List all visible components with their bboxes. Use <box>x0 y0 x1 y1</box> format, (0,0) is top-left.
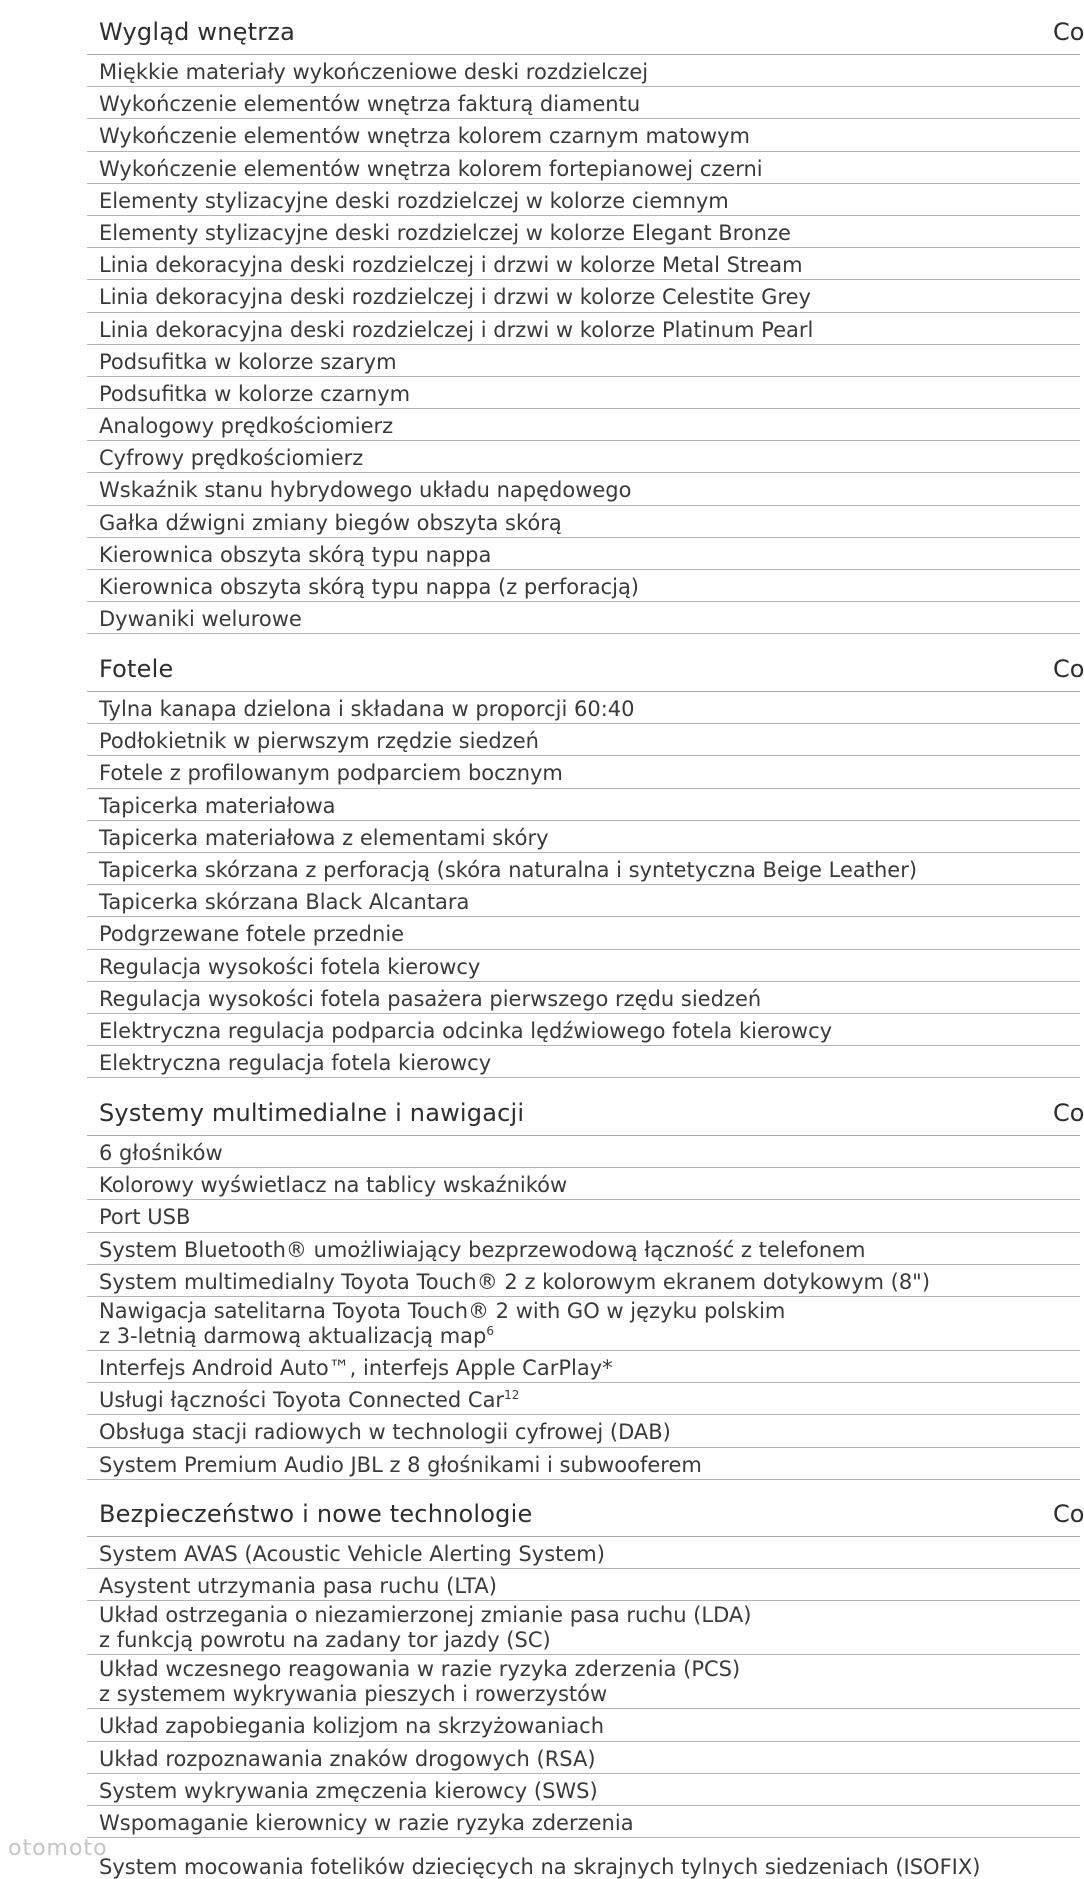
row-text: Kolorowy wyświetlacz na tablicy wskaźników <box>99 1173 568 1198</box>
table-row <box>87 756 1080 788</box>
section-multimedia <box>87 1081 1084 1480</box>
row-text: Układ zapobiegania kolizjom na skrzyżowaniach <box>99 1714 605 1739</box>
row-text: Tapicerka materiałowa z elementami skóry <box>99 825 549 850</box>
row-text: Wykończenie elementów wnętrza kolorem fortepianowej czerni <box>99 156 763 181</box>
row-text: Asystent utrzymania pasa ruchu (LTA) <box>99 1574 497 1599</box>
section-title: Fotele <box>99 655 174 683</box>
table-row <box>87 853 1080 885</box>
footnote-marker: 12 <box>504 1388 520 1403</box>
table-row <box>87 950 1080 982</box>
row-text: Port USB <box>99 1205 191 1230</box>
table-row <box>87 1233 1080 1265</box>
row-text: Kierownica obszyta skórą typu nappa <box>99 542 492 567</box>
footnote-marker: 6 <box>486 1323 495 1338</box>
table-row <box>87 1014 1080 1046</box>
table-row <box>87 441 1080 473</box>
row-text: Tapicerka materiałowa <box>99 793 336 818</box>
row-text: Elementy stylizacyjne deski rozdzielczej w kolorze ciemnym <box>99 188 729 213</box>
row-text: Linia dekoracyjna deski rozdzielczej i drzwi w kolorze Metal Stream <box>99 253 803 278</box>
table-row <box>87 473 1080 505</box>
row-text: Podgrzewane fotele przednie <box>99 922 405 947</box>
section-header <box>87 1081 1084 1136</box>
row-text: System Bluetooth® umożliwiający bezprzewodową łączność z telefonem <box>99 1237 866 1262</box>
table-row <box>87 1200 1080 1232</box>
section-header <box>87 0 1084 55</box>
table-row <box>87 1297 1080 1351</box>
table-row <box>87 55 1080 87</box>
table-row <box>87 184 1080 216</box>
row-text-line1: Układ ostrzegania o niezamierzonej zmianie pasa ruchu (LDA) <box>99 1603 752 1628</box>
table-row <box>87 1046 1080 1078</box>
row-text: Tapicerka skórzana z perforacją (skóra naturalna i syntetyczna Beige Leather) <box>99 857 918 882</box>
section-header <box>87 1482 1084 1537</box>
section-title: Bezpieczeństwo i nowe technologie <box>99 1500 533 1528</box>
row-text: System wykrywania zmęczenia kierowcy (SWS) <box>99 1778 598 1803</box>
row-text: System Premium Audio JBL z 8 głośnikami i subwooferem <box>99 1452 702 1477</box>
table-row <box>87 506 1080 538</box>
row-text: System multimedialny Toyota Touch® 2 z kolorowym ekranem dotykowym (8") <box>99 1269 931 1294</box>
row-text: Kierownica obszyta skórą typu nappa (z perforacją) <box>99 575 640 599</box>
row-text: Wykończenie elementów wnętrza kolorem czarnym matowym <box>99 124 750 149</box>
column-header: Co <box>1053 1099 1084 1127</box>
table-row <box>87 821 1080 853</box>
row-text: Linia dekoracyjna deski rozdzielczej i drzwi w kolorze Platinum Pearl <box>99 317 814 342</box>
row-text-line2: z funkcją powrotu na zadany tor jazdy (SC) <box>99 1628 551 1653</box>
table-row <box>87 1742 1080 1774</box>
table-row <box>87 885 1080 917</box>
row-text: Wskaźnik stanu hybrydowego układu napędowego <box>99 478 632 503</box>
row-text: Wspomaganie kierownicy w razie ryzyka zderzenia <box>99 1810 634 1835</box>
section-title: Systemy multimedialne i nawigacji <box>99 1099 525 1127</box>
section-seats <box>87 637 1084 1078</box>
row-text: Usługi łączności Toyota Connected Car <box>99 1388 505 1413</box>
row-text: Miękkie materiały wykończeniowe deski rozdzielczej <box>99 60 649 84</box>
table-row <box>87 982 1080 1014</box>
section-header <box>87 637 1084 692</box>
table-row <box>87 1265 1080 1297</box>
row-text: Linia dekoracyjna deski rozdzielczej i drzwi w kolorze Celestite Grey <box>99 285 811 310</box>
row-text: Elementy stylizacyjne deski rozdzielczej w kolorze Elegant Bronze <box>99 220 791 245</box>
table-row <box>87 119 1080 151</box>
row-text: Analogowy prędkościomierz <box>99 414 394 439</box>
table-row <box>87 280 1080 312</box>
row-text: Fotele z profilowanym podparciem bocznym <box>99 761 563 786</box>
row-text: Dywaniki welurowe <box>99 607 302 632</box>
row-text: Podsufitka w kolorze czarnym <box>99 381 411 406</box>
table-row <box>87 692 1080 724</box>
table-row <box>87 248 1080 280</box>
column-header: Co <box>1053 18 1084 46</box>
row-text: Tylna kanapa dzielona i składana w proporcji 60:40 <box>99 697 635 721</box>
table-row <box>87 1774 1080 1806</box>
row-text: Regulacja wysokości fotela kierowcy <box>99 954 481 979</box>
row-text: 6 głośników <box>99 1141 223 1165</box>
row-text: Wykończenie elementów wnętrza fakturą diamentu <box>99 92 641 117</box>
table-row <box>87 1448 1080 1480</box>
row-text: Obsługa stacji radiowych w technologii cyfrowej (DAB) <box>99 1420 671 1445</box>
table-row <box>87 1136 1080 1168</box>
table-row <box>87 1415 1080 1447</box>
table-row <box>87 377 1080 409</box>
column-header: Co <box>1053 1500 1084 1528</box>
row-text: Podsufitka w kolorze szarym <box>99 349 397 374</box>
section-safety <box>87 1482 1084 1838</box>
table-row <box>87 724 1080 756</box>
table-row <box>87 345 1080 377</box>
table-row <box>87 1383 1080 1415</box>
table-row <box>87 917 1080 949</box>
row-text: Regulacja wysokości fotela pasażera pierwszego rzędu siedzeń <box>99 986 762 1011</box>
row-text: Elektryczna regulacja fotela kierowcy <box>99 1051 492 1076</box>
row-text-line2: z systemem wykrywania pieszych i rowerzystów <box>99 1682 608 1707</box>
row-text: Układ rozpoznawania znaków drogowych (RSA) <box>99 1746 596 1771</box>
table-row <box>87 1168 1080 1200</box>
row-text-line2: z 3-letnią darmową aktualizacją map$^6$ <box>99 1323 495 1348</box>
table-row <box>87 152 1080 184</box>
row-text: System mocowania fotelików dziecięcych na skrajnych tylnych siedzeniach (ISOFIX) <box>99 1855 981 1879</box>
section-title: Wygląd wnętrza <box>99 18 295 46</box>
table-row <box>87 1569 1080 1601</box>
table-row <box>87 1709 1080 1741</box>
row-text-line1: Układ wczesnego reagowania w razie ryzyka zderzenia (PCS) <box>99 1657 741 1682</box>
row-text: System AVAS (Acoustic Vehicle Alerting System) <box>99 1542 605 1566</box>
row-text-line1: Nawigacja satelitarna Toyota Touch® 2 with GO w języku polskim <box>99 1298 786 1323</box>
table-row <box>87 409 1080 441</box>
table-row <box>87 1655 1080 1709</box>
table-row <box>87 1601 1080 1655</box>
row-text: Cyfrowy prędkościomierz <box>99 446 364 471</box>
table-row <box>87 602 1080 634</box>
section-interior <box>87 0 1084 634</box>
table-row <box>87 1351 1080 1383</box>
table-row <box>87 313 1080 345</box>
row-text: Interfejs Android Auto™, interfejs Apple CarPlay* <box>99 1355 613 1380</box>
watermark-logo: otomoto <box>8 1836 108 1861</box>
table-row <box>87 570 1080 602</box>
column-header: Co <box>1053 655 1084 683</box>
table-row-cut-off <box>87 1853 1080 1879</box>
table-row <box>87 1537 1080 1569</box>
row-text: Podłokietnik w pierwszym rzędzie siedzeń <box>99 729 539 754</box>
table-row <box>87 538 1080 570</box>
table-row <box>87 216 1080 248</box>
row-text: Gałka dźwigni zmiany biegów obszyta skórą <box>99 510 562 535</box>
table-row <box>87 789 1080 821</box>
row-text: Elektryczna regulacja podparcia odcinka lędźwiowego fotela kierowcy <box>99 1018 833 1043</box>
table-row <box>87 1806 1080 1838</box>
row-text: Tapicerka skórzana Black Alcantara <box>99 890 470 915</box>
table-row <box>87 87 1080 119</box>
